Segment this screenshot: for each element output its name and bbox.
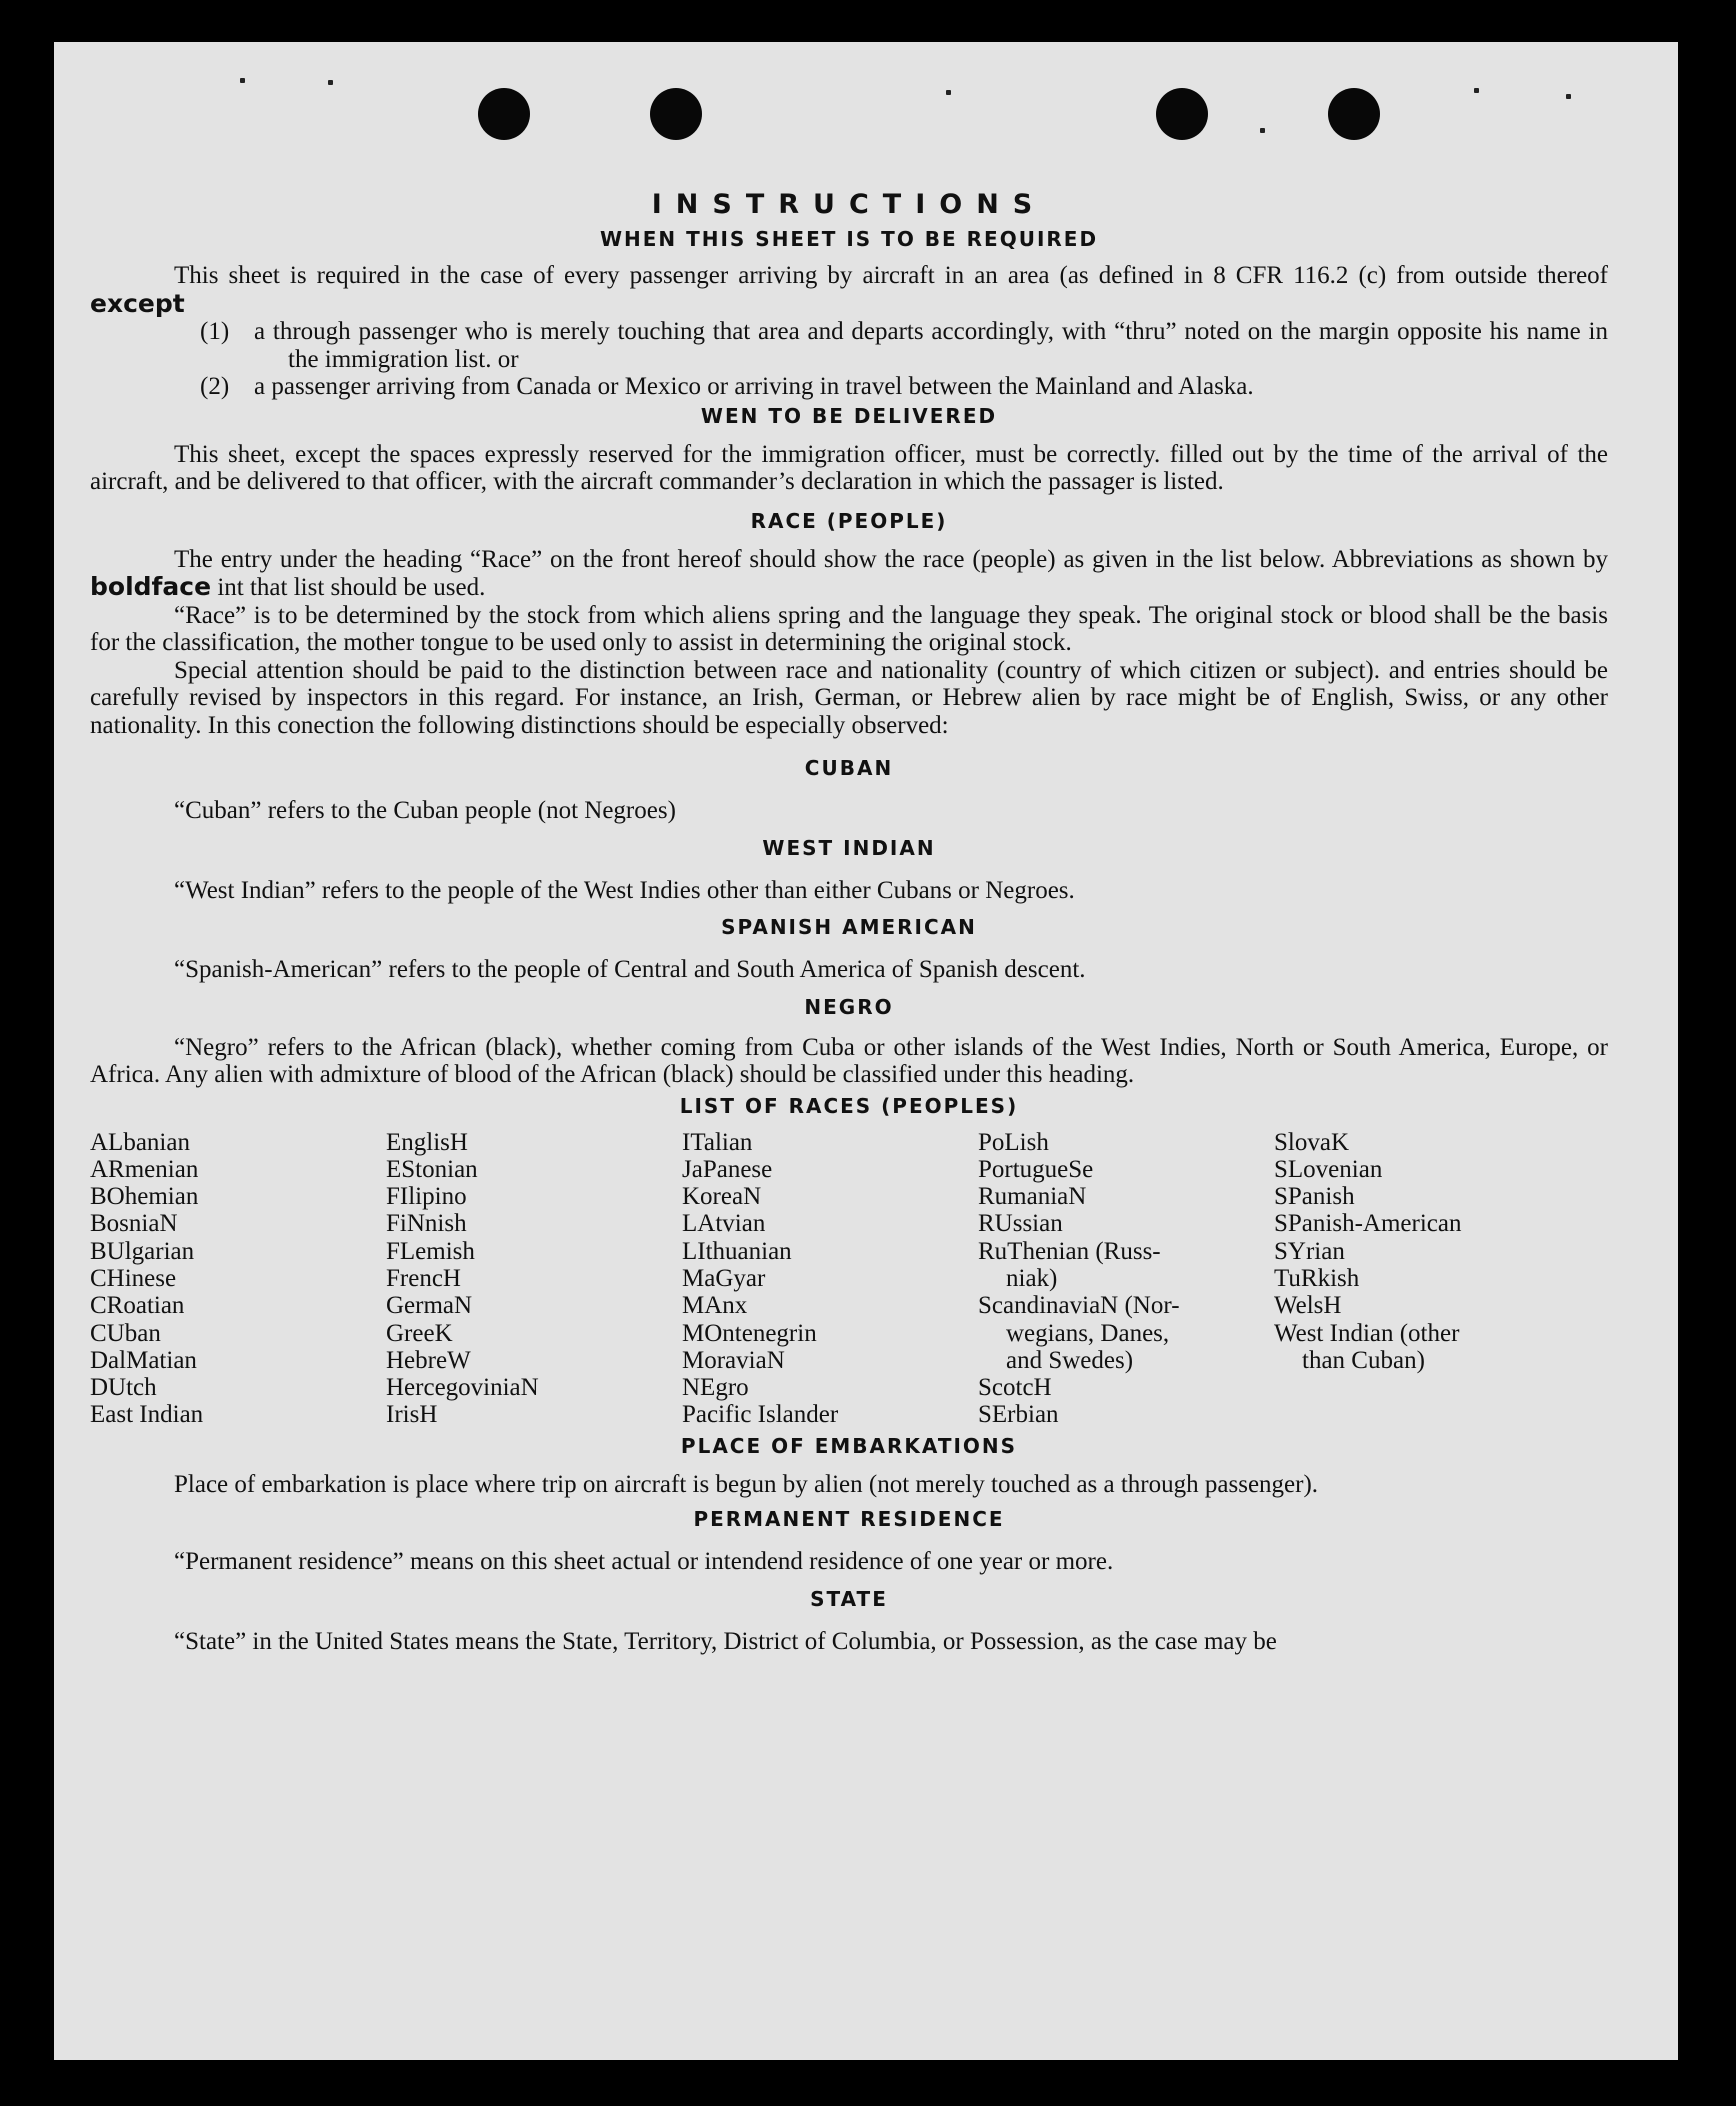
exception-item-1 (200, 318, 1608, 373)
speck (1566, 94, 1571, 99)
race-item: West Indian (other (1274, 1319, 1460, 1347)
race-item: BOhemian (90, 1183, 199, 1211)
race-item: NEgro (682, 1374, 749, 1402)
race-item: TuRkish (1274, 1264, 1360, 1292)
race-item: MAnx (682, 1292, 748, 1320)
race-item: GreeK (386, 1319, 453, 1347)
document-sheet (54, 42, 1678, 2060)
race-item: CRoatian (90, 1292, 185, 1320)
race-item: SYrian (1274, 1237, 1345, 1265)
race-item: EStonian (386, 1155, 478, 1183)
race-item: BUlgarian (90, 1237, 195, 1265)
race-item: EnglisH (386, 1128, 468, 1156)
race-item: PortugueSe (978, 1155, 1094, 1183)
race-item-continued: wegians, Danes, (1006, 1319, 1170, 1347)
race-item: MoraviaN (682, 1346, 785, 1374)
heading-spanish-american: SPANISH AMERICAN (721, 915, 977, 939)
heading-list-of-races: LIST OF RACES (PEOPLES) (679, 1093, 1019, 1118)
speck (328, 80, 333, 85)
exception-item-2-text: a passenger arriving from Canada or Mexico or arriving in travel between the Mainland and Alaska. (254, 373, 1254, 400)
exception-item-1-num: (1) (200, 318, 230, 345)
exception-item-2 (200, 373, 1608, 401)
race-p1-before: The entry under the heading “Race” on the front hereof should show the race (people) as given in the list below. Abbreviations as shown by (174, 545, 1608, 573)
heading-permanent-residence: PERMANENT RESIDENCE (693, 1507, 1005, 1532)
race-item: FiNnish (386, 1210, 467, 1238)
race-item: WelsH (1274, 1292, 1342, 1320)
race-item: FrencH (386, 1264, 461, 1292)
race-item: RumaniaN (978, 1183, 1087, 1211)
race-item: GermaN (386, 1292, 473, 1320)
race-paragraph-3: Special attention should be paid to the distinction between race and nationality (country of which citizen or subject). and entries should be carefully revised by inspectors in this regard. For instance, an Irish, German, or Hebrew alien by race might be of English, Swiss, or any other nationality. In this conection the following distinctions should be especially observed: (90, 656, 1608, 739)
instructions-content (90, 188, 1608, 1655)
race-item: ARmenian (90, 1155, 199, 1183)
punch-hole-3 (1156, 88, 1208, 140)
race-item: KoreaN (682, 1183, 762, 1211)
race-paragraph-2: “Race” is to be determined by the stock from which aliens spring and the language they speak. The original stock or blood shall be the basis for the classification, the mother tongue to be used only to assist in determining the original stock. (90, 601, 1608, 656)
spanish-american-text: “Spanish-American” refers to the people of Central and South America of Spanish descent. (174, 956, 1086, 983)
race-column-2 (386, 1129, 682, 1429)
race-item: Pacific Islander (682, 1401, 839, 1429)
race-item: PoLish (978, 1128, 1049, 1156)
punch-hole-1 (478, 88, 530, 140)
race-item: LAtvian (682, 1210, 766, 1238)
race-item-continued: niak) (1006, 1264, 1058, 1292)
race-item: ITalian (682, 1128, 753, 1156)
race-item: CHinese (90, 1264, 177, 1292)
race-item: East Indian (90, 1401, 204, 1429)
heading-embarkation: PLACE OF EMBARKATIONS (680, 1433, 1018, 1458)
speck (1260, 128, 1265, 133)
race-item: JaPanese (682, 1155, 773, 1183)
race-item: FLemish (386, 1237, 475, 1265)
race-item: IrisH (386, 1401, 438, 1429)
race-column-1 (90, 1129, 386, 1429)
race-column-5 (1274, 1129, 1570, 1429)
when-required-intro-text: This sheet is required in the case of every passenger arriving by aircraft in an area (as defined in 8 CFR 116.2 (c) from outside thereof (174, 262, 1608, 289)
heading-state: STATE (810, 1586, 888, 1611)
boldface-word: boldface (90, 572, 212, 601)
speck (240, 78, 245, 83)
heading-race: RACE (PEOPLE) (750, 508, 948, 533)
race-list (90, 1129, 1608, 1429)
heading-cuban: CUBAN (804, 756, 894, 780)
race-item: CUban (90, 1319, 161, 1347)
race-item: DalMatian (90, 1346, 197, 1374)
when-required-intro (90, 262, 1608, 318)
cuban-text: “Cuban” refers to the Cuban people (not Negroes) (174, 797, 676, 824)
race-item: MaGyar (682, 1264, 766, 1292)
race-item: RuThenian (Russ- (978, 1237, 1161, 1265)
punch-hole-2 (650, 88, 702, 140)
race-item: SPanish (1274, 1183, 1355, 1211)
except-word: except (90, 288, 185, 318)
speck (1474, 88, 1479, 93)
race-item: LIthuanian (682, 1237, 792, 1265)
race-item: SlovaK (1274, 1128, 1349, 1156)
race-item: SLovenian (1274, 1155, 1383, 1183)
exception-item-1-text: a through passenger who is merely touching that area and departs accordingly, with “thru” noted on the margin opposite his name in the immigration list. or (254, 318, 1608, 373)
race-item: FIlipino (386, 1183, 467, 1211)
race-item-continued: and Swedes) (1006, 1346, 1134, 1374)
race-item: ScotcH (978, 1374, 1052, 1402)
race-item: RUssian (978, 1210, 1063, 1238)
heading-west-indian: WEST INDIAN (762, 835, 936, 860)
negro-text: “Negro” refers to the African (black), whether coming from Cuba or other islands of the West Indies, North or South America, Europe, or Africa. Any alien with admixture of blood of the African (black) should be classified under this heading. (90, 1033, 1608, 1088)
state-text: “State” in the United States means the State, Territory, District of Columbia, or Possession, as the case may be (174, 1627, 1277, 1655)
race-item: HebreW (386, 1346, 471, 1374)
page-title: INSTRUCTIONS (651, 189, 1047, 220)
race-item: BosniaN (90, 1210, 178, 1238)
permanent-residence-text: “Permanent residence” means on this sheet actual or intendend residence of one year or more. (174, 1548, 1114, 1576)
speck (946, 90, 951, 95)
race-p1-after: int that list should be used. (217, 574, 486, 601)
heading-when-required: WHEN THIS SHEET IS TO BE REQUIRED (599, 227, 1099, 251)
race-item: HercegoviniaN (386, 1374, 539, 1402)
race-item: MOntenegrin (682, 1319, 817, 1347)
race-paragraph-1 (90, 546, 1608, 602)
heading-when-delivered: WEN TO BE DELIVERED (700, 403, 998, 428)
race-item: DUtch (90, 1374, 157, 1402)
race-item: ALbanian (90, 1128, 190, 1156)
race-item: SPanish-American (1274, 1210, 1462, 1238)
race-column-4 (978, 1129, 1274, 1429)
exception-item-2-num: (2) (200, 373, 230, 400)
heading-negro: NEGRO (804, 994, 894, 1019)
race-item: ScandinaviaN (Nor- (978, 1292, 1180, 1320)
race-item-continued: than Cuban) (1302, 1346, 1425, 1374)
punch-hole-4 (1328, 88, 1380, 140)
when-delivered-text: This sheet, except the spaces expressly reserved for the immigration officer, must be correctly. filled out by the time of the arrival of the aircraft, and be delivered to that officer, with the aircraft commander’s declaration in which the passager is listed. (90, 440, 1608, 495)
race-column-3 (682, 1129, 978, 1429)
embarkation-text: Place of embarkation is place where trip on aircraft is begun by alien (not merely touched as a through passenger). (174, 1470, 1319, 1498)
race-item: SErbian (978, 1401, 1059, 1429)
west-indian-text: “West Indian” refers to the people of the West Indies other than either Cubans or Negroes. (174, 876, 1075, 904)
